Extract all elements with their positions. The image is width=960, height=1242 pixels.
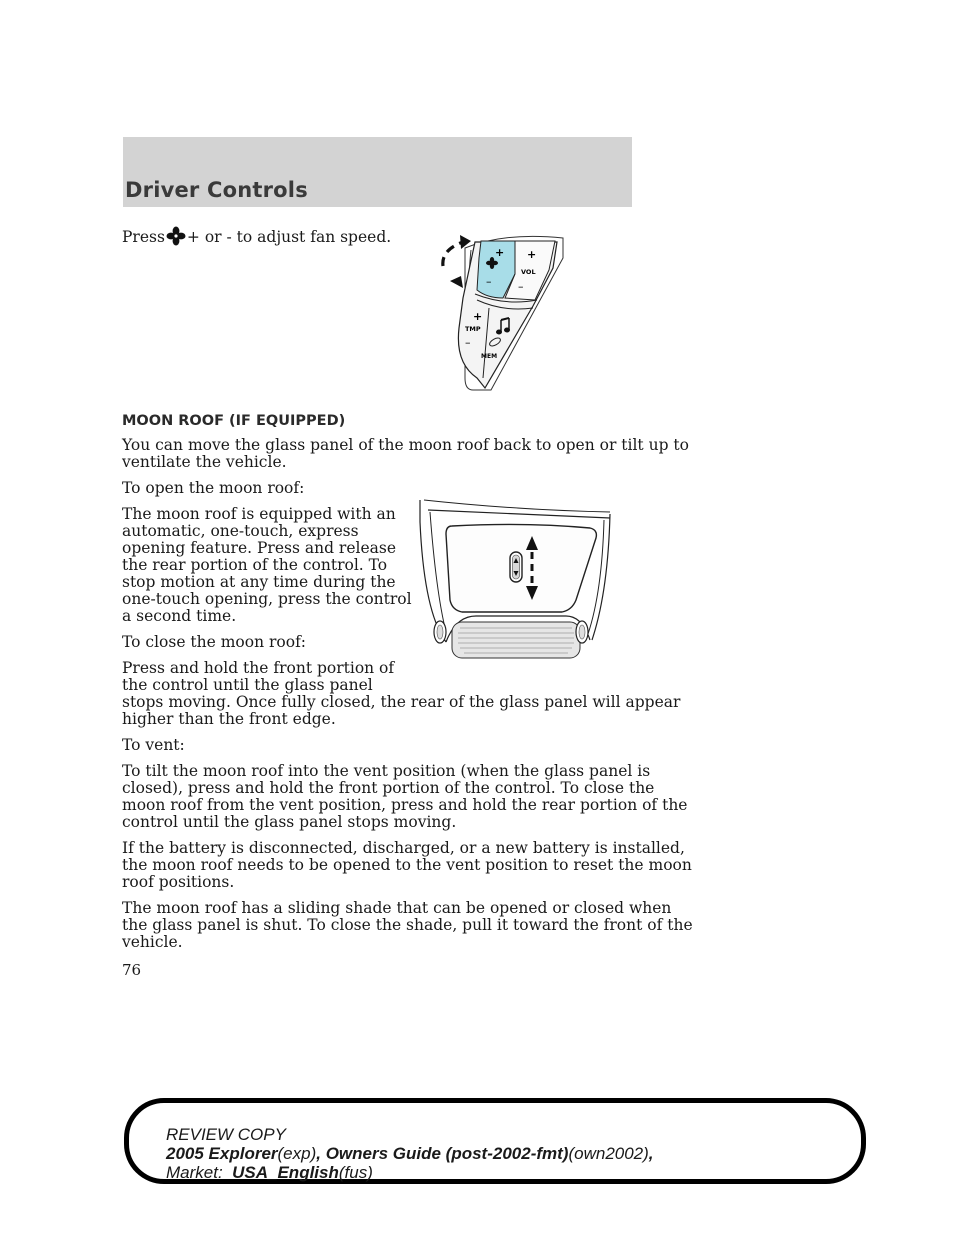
tmp-plus-label: + <box>473 310 483 323</box>
battery-desc-line-3: roof positions. <box>122 873 235 891</box>
rotation-arrowhead-top <box>460 235 471 249</box>
page-title: Driver Controls <box>125 178 308 202</box>
intro-line-2: ventilate the vehicle. <box>122 453 287 471</box>
tmp-minus-label: – <box>465 336 471 349</box>
open-desc-line-5: stop motion at any time during the <box>122 573 396 591</box>
mem-label: MEM <box>481 353 498 360</box>
vol-plus-label: + <box>527 248 537 261</box>
vent-desc-line-1: To tilt the moon roof into the vent position (when the glass panel is <box>122 762 651 780</box>
footer-model: 2005 Explorer <box>166 1144 278 1163</box>
open-desc-line-1: The moon roof is equipped with an <box>122 505 396 523</box>
vent-desc-line-3: moon roof from the vent position, press and hold the rear portion of the <box>122 796 688 814</box>
intro-line-1: You can move the glass panel of the moon roof back to open or tilt up to <box>122 436 689 454</box>
open-desc-line-6: one-touch opening, press the control <box>122 590 412 608</box>
tmp-label: TMP <box>465 325 481 333</box>
vol-label: VOL <box>521 268 536 276</box>
footer-market-prefix: Market: <box>166 1163 233 1182</box>
footer-line-1: REVIEW COPY <box>166 1125 286 1144</box>
vent-desc-line-2: closed), press and hold the front portion of the control. To close the <box>122 779 655 797</box>
close-desc-line-2: the control until the glass panel <box>122 676 373 694</box>
fan-minus-label: – <box>486 275 492 288</box>
vent-desc-line-4: control until the glass panel stops moving. <box>122 813 457 831</box>
fan-icon <box>166 226 186 246</box>
close-desc-line-1: Press and hold the front portion of <box>122 659 395 677</box>
shade-desc-line-1: The moon roof has a sliding shade that can be opened or closed when <box>122 899 672 917</box>
open-desc-line-7: a second time. <box>122 607 237 625</box>
map-light-console <box>452 622 580 658</box>
footer-end: , <box>648 1144 654 1163</box>
page-number: 76 <box>122 961 142 979</box>
section-heading: MOON ROOF (IF EQUIPPED) <box>122 413 346 429</box>
open-desc-line-2: automatic, one-touch, express <box>122 522 359 540</box>
footer-market-code: (fus) <box>338 1163 373 1182</box>
battery-desc-line-1: If the battery is disconnected, discharged, or a new battery is installed, <box>122 839 685 857</box>
footer-line-2 <box>166 1144 654 1164</box>
footer-model-code: (exp) <box>277 1144 317 1163</box>
open-desc-line-4: the rear portion of the control. To <box>122 556 388 574</box>
fan-text-before: Press <box>122 228 165 246</box>
open-desc-line-3: opening feature. Press and release <box>122 539 396 557</box>
rotation-arrow-path <box>443 242 463 266</box>
open-label: To open the moon roof: <box>122 479 305 497</box>
vol-minus-label: – <box>518 280 524 293</box>
footer-guide-code: (own2002) <box>568 1144 649 1163</box>
vent-label: To vent: <box>122 736 185 754</box>
battery-desc-line-2: the moon roof needs to be opened to the vent position to reset the moon <box>122 856 692 874</box>
footer-guide: Owners Guide (post-2002-fmt) <box>325 1144 569 1163</box>
footer-market: USA_English <box>232 1163 339 1182</box>
footer-line-3 <box>166 1163 373 1183</box>
fan-text-after: + or - to adjust fan speed. <box>186 228 392 246</box>
rotation-arrowhead-bottom <box>450 276 463 288</box>
steering-wheel-controls-illustration <box>425 228 575 393</box>
shade-desc-line-3: vehicle. <box>122 933 183 951</box>
close-label: To close the moon roof: <box>122 633 307 651</box>
fan-plus-label: + <box>495 246 505 259</box>
fan-instruction <box>122 226 391 246</box>
shade-desc-line-2: the glass panel is shut. To close the shade, pull it toward the front of the <box>122 916 693 934</box>
moon-roof-control-illustration <box>416 492 624 664</box>
close-desc-line-3: stops moving. Once fully closed, the rear of the glass panel will appear <box>122 693 681 711</box>
footer-sep: , <box>316 1144 326 1163</box>
close-desc-line-4: higher than the front edge. <box>122 710 336 728</box>
